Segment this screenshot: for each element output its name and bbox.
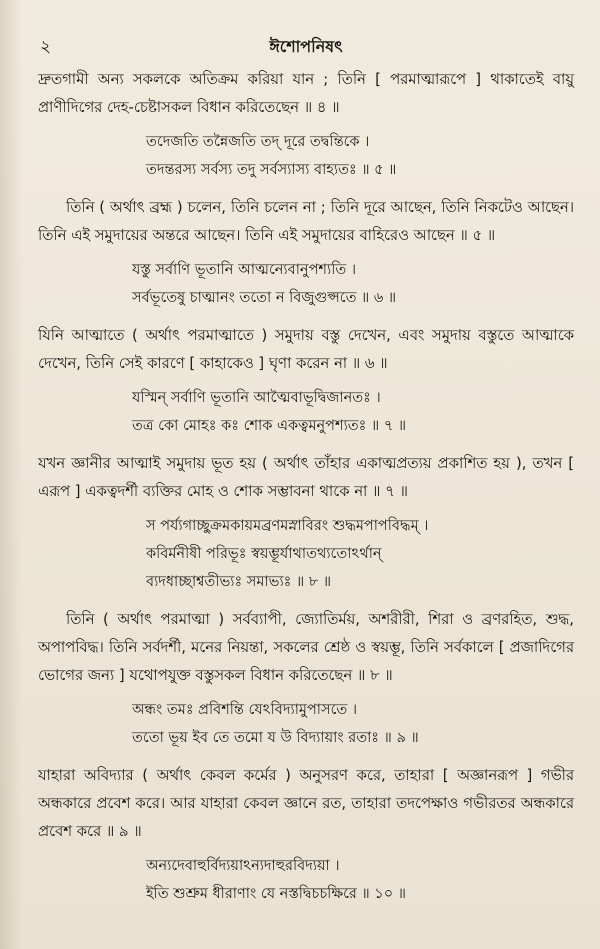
sanskrit-verse — [38, 128, 574, 184]
verse-line: তত্র কো মোহঃ কঃ শোক একত্বমনুপশ্যতঃ ॥ ৭ ॥ — [132, 418, 407, 434]
page-content — [38, 66, 574, 908]
page-header — [38, 34, 574, 58]
sanskrit-verse — [38, 384, 574, 440]
verse-line: যস্তু সর্বাণি ভূতানি আত্মন্যেবানুপশ্যতি । — [132, 262, 357, 278]
verse-line: যস্মিন্‌ সর্বাণি ভূতানি আত্মৈবাভূদ্বিজানতঃ । — [132, 390, 381, 406]
bengali-translation: তিনি ( অর্থাৎ পরমাত্মা ) সর্বব্যাপী, জ্যোতির্ময়, অশরীরী, শিরা ও ব্রণরহিত, শুদ্ধ, অপাপবিদ্ধ। তিনি সর্বদর্শী, মনের নিয়ন্তা, সকলের শ্রেষ্ঠ ও স্বয়ম্ভূ, তিনি সর্বকালে [ প্রজাদিগের ভোগের জন্য ] যথোপযুক্ত বস্তুসকল বিধান করিতেছেন ॥ ৮ ॥ — [38, 611, 574, 684]
verse-line: ইতি শুশ্রুম ধীরাণাং যে নস্তদ্বিচচক্ষিরে ॥ ১০ ॥ — [146, 886, 406, 902]
verse-line: অন্ধং তমঃ প্রবিশন্তি যেঽবিদ্যামুপাসতে । — [132, 702, 358, 718]
bengali-translation: তিনি ( অর্থাৎ ব্রহ্ম ) চলেন, তিনি চলেন না ; তিনি দূরে আছেন, তিনি নিকটেও আছেন। তিনি এই সমুদায়ের অন্তরে আছেন। তিনি এই সমুদায়ের বাহিরেও আছেন ॥ ৫ ॥ — [38, 199, 574, 244]
bengali-translation: যাহারা অবিদ্যার ( অর্থাৎ কেবল কর্মের ) অনুসরণ করে, তাহারা [ অজ্ঞানরূপ ] গভীর অন্ধকারে প্রবেশ করে। আর যাহারা কেবল জ্ঞানে রত, তাহারা তদপেক্ষাও গভীরতর অন্ধকারে প্রবেশ করে ॥ ৯ ॥ — [38, 767, 574, 840]
sanskrit-verse — [38, 256, 574, 312]
running-title: ঈশোপনিষৎ — [269, 37, 343, 56]
sanskrit-verse — [38, 852, 574, 908]
verse-line: অন্যদেবাহুর্বিদ্যয়াঽন্যদাহুরবিদ্যয়া । — [146, 858, 340, 874]
verse-line: কবির্মনীষী পরিভূঃ স্বয়ম্ভূর্যাথাতথ্যতোঽর্থান্‌ — [146, 546, 382, 562]
bengali-translation: যখন জ্ঞানীর আত্মাই সমুদায় ভূত হয় ( অর্থাৎ তাঁহার একাত্মপ্রত্যয় প্রকাশিত হয় ), তখন [ এরূপ ] একত্বদর্শী ব্যক্তির মোহ ও শোক সম্ভাবনা থাকে না ॥ ৭ ॥ — [38, 455, 574, 500]
verse-line: তদেজতি তন্নৈজতি তদ্‌ দূরে তদ্বন্তিকে । — [146, 134, 370, 150]
bengali-translation: দ্রুতগামী অন্য সকলকে অতিক্রম করিয়া যান ; তিনি [ পরমাত্মারূপে ] থাকাতেই বায়ু প্রাণীদিগের দেহ-চেষ্টাসকল বিধান করিতেছেন ॥ ৪ ॥ — [38, 71, 574, 116]
sanskrit-verse — [38, 696, 574, 752]
verse-line: ব্যদধাচ্ছাশ্বতীভ্যঃ সমাভ্যঃ ॥ ৮ ॥ — [146, 574, 332, 590]
verse-line: তদন্তরস্য সর্বস্য তদু সর্বস্যাস্য বাহ্যতঃ ॥ ৫ ॥ — [146, 162, 397, 178]
verse-line: সর্বভূতেষু চাত্মানং ততো ন বিজুগুপ্সতে ॥ ৬ ॥ — [132, 290, 397, 306]
sanskrit-verse — [38, 512, 574, 596]
verse-line: ততো ভূয় ইব তে তমো য উ বিদ্যায়াং রতাঃ ॥ ৯ ॥ — [132, 730, 419, 746]
verse-line: স পর্য্যগাচ্ছুক্রমকায়মব্রণমস্নাবিরং শুদ্ধমপাপবিদ্ধম্‌ । — [146, 518, 429, 534]
page-number: ২ — [40, 37, 52, 57]
bengali-translation: যিনি আত্মাতে ( অর্থাৎ পরমাত্মাতে ) সমুদায় বস্তু দেখেন, এবং সমুদায় বস্তুতে আত্মাকে দেখেন, তিনি সেই কারণে [ কাহাকেও ] ঘৃণা করেন না ॥ ৬ ॥ — [38, 327, 574, 372]
